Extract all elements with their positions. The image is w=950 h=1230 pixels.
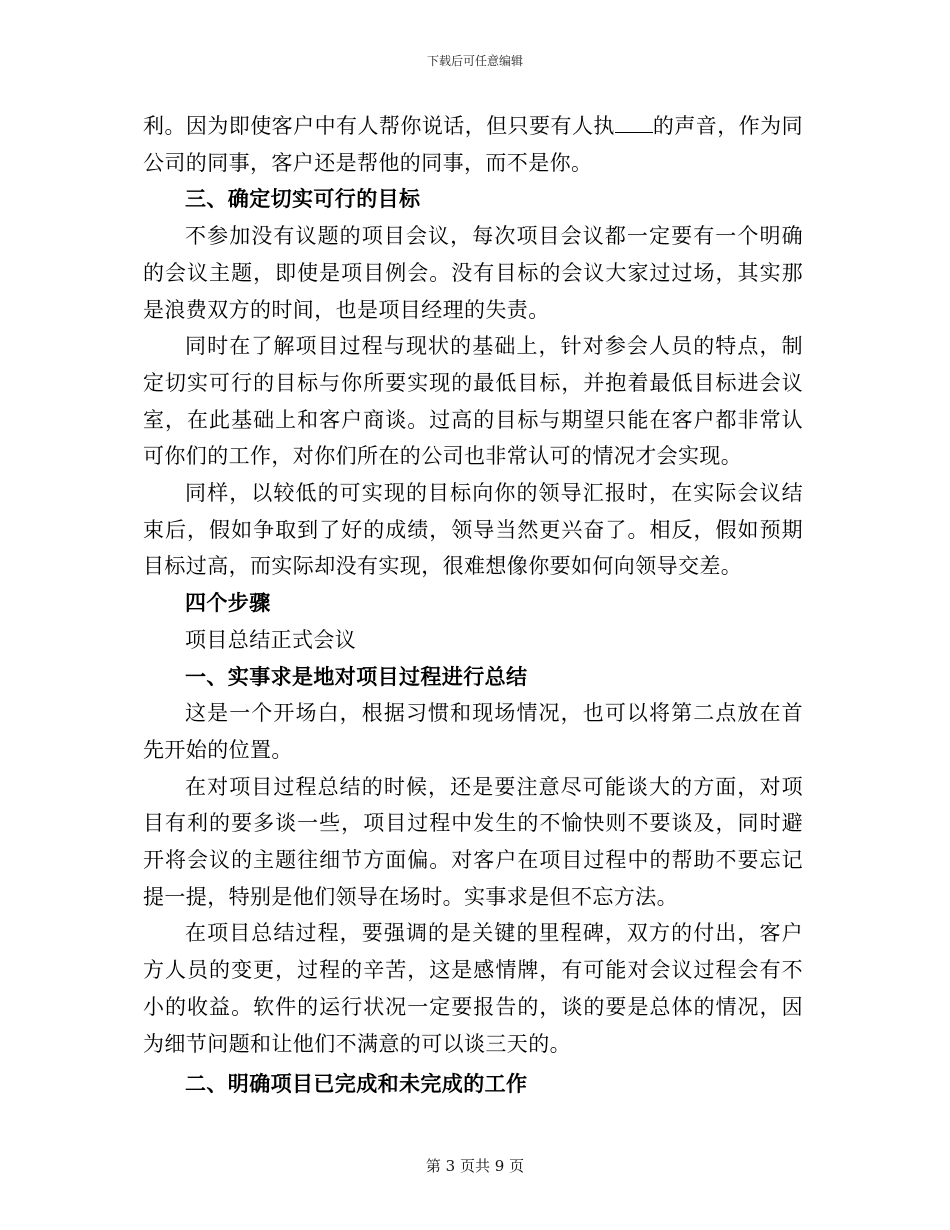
section-heading-four-steps: 四个步骤 [185, 590, 271, 616]
section-heading-goals: 三、确定切实可行的目标 [185, 186, 421, 212]
paragraph: 在对项目过程总结的时候，还是要注意尽可能谈大的方面，对项目有利的要多谈一些，项目过程中发生的不愉快则不要谈及，同时避开将会议的主题往细节方面偏。对客户在项目过程中的帮助不要忘记提一提，特别是他们领导在场时。实事求是但不忘方法。 [143, 774, 803, 909]
paragraph: 在项目总结过程，要强调的是关键的里程碑，双方的付出，客户方人员的变更，过程的辛苦，这是感情牌，有可能对会议过程会有不小的收益。软件的运行状况一定要报告的，谈的要是总体的情况，因为细节问题和让他们不满意的可以谈三天的。 [143, 921, 803, 1056]
paragraph: 同时在了解项目过程与现状的基础上，针对参会人员的特点，制定切实可行的目标与你所要实现的最低目标，并抱着最低目标进会议室，在此基础上和客户商谈。过高的目标与期望只能在客户都非常认可你们的工作，对你们所在的公司也非常认可的情况才会实现。 [143, 334, 803, 469]
paragraph-text: 利。因为即使客户中有人帮你说话，但只要有人执 [143, 114, 615, 138]
paragraph: 同样，以较低的可实现的目标向你的领导汇报时，在实际会议结束后，假如争取到了好的成绩，领导当然更兴奋了。相反，假如预期目标过高，而实际却没有实现，很难想像你要如何向领导交差。 [143, 481, 803, 579]
paragraph-subtitle: 项目总结正式会议 [185, 627, 357, 652]
page-header: 下载后可任意编辑 [426, 54, 523, 68]
document-body [143, 108, 803, 1103]
page-number: 第 3 页共 9 页 [425, 1157, 525, 1175]
paragraph-text: 的声音，作为同公司的同事，客户还是帮他的同事，而不是你。 [143, 114, 803, 175]
paragraph: 不参加没有议题的项目会议，每次项目会议都一定要有一个明确的会议主题，即使是项目例会。没有目标的会议大家过过场，其实那是浪费双方的时间，也是项目经理的失责。 [143, 224, 803, 322]
section-heading-summary: 一、实事求是地对项目过程进行总结 [185, 663, 528, 689]
section-heading-work-status: 二、明确项目已完成和未完成的工作 [185, 1071, 528, 1097]
paragraph: 这是一个开场白，根据习惯和现场情况，也可以将第二点放在首先开始的位置。 [143, 701, 803, 762]
paragraph-continuation [143, 108, 803, 181]
fill-in-blank [615, 131, 653, 133]
